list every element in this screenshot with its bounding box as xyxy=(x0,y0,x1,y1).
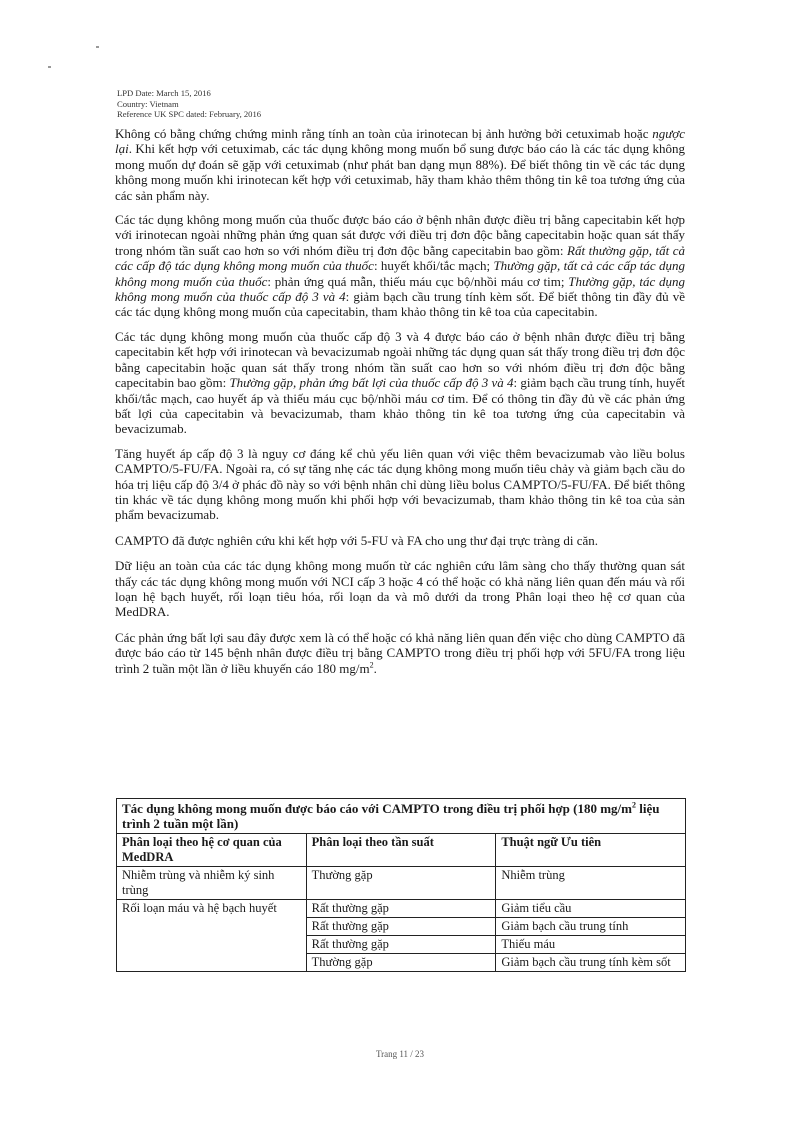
adverse-effects-table-wrapper xyxy=(116,798,686,972)
page-number: Trang 11 / 23 xyxy=(375,1049,425,1059)
paragraph-adverse-reactions: Các phản ứng bất lợi sau đây được xem là có thể hoặc có khả năng liên quan đến việc cho dùng CAMPTO đã được báo cáo từ 145 bệnh nhân được điều trị bằng CAMPTO trong điều trị phối hợp với 5FU/FA trong liệu trình 2 tuần một lần ở liều khuyến cáo 180 $mg/m^2$. xyxy=(115,629,685,676)
table-cell: Giảm bạch cầu trung tính xyxy=(496,918,686,936)
header-system-organ-class: Phân loại theo hệ cơ quan của MedDRA xyxy=(117,834,307,867)
scan-speck xyxy=(96,46,99,48)
table-cell: Rất thường gặp xyxy=(306,918,496,936)
table-cell: Nhiễm trùng xyxy=(496,867,686,900)
lpd-date: LPD Date: March 15, 2016 xyxy=(117,88,211,98)
country: Country: Vietnam xyxy=(117,98,179,109)
table-cell: Thiếu máu xyxy=(496,936,686,954)
table-header-row xyxy=(117,834,686,867)
table-cell: Nhiễm trùng và nhiễm ký sinh trùng xyxy=(117,867,307,900)
table-cell: Thường gặp xyxy=(306,867,496,900)
paragraph-safety-data: Dữ liệu an toàn của các tác dụng không mong muốn từ các nghiên cứu lâm sàng cho thấy thường quan sát thấy các tác dụng không mong muốn với NCI cấp 3 hoặc 4 có thể hoặc có khả năng liên quan đến máu và rối loạn hệ bạch huyết, rối loạn tiêu hóa, rối loạn da và mô dưới da trong Phân loại theo hệ cơ quan của MedDRA. xyxy=(115,558,685,620)
header-frequency: Phân loại theo tần suất xyxy=(306,834,496,867)
body-text xyxy=(115,126,685,685)
table-caption-row xyxy=(117,799,686,834)
table-cell: Rất thường gặp xyxy=(306,936,496,954)
paragraph-capecitabin-bevacizumab: Các tác dụng không mong muốn của thuốc cấp độ 3 và 4 được báo cáo ở bệnh nhân được điều trị bằng capecitabin kết hợp với irinotecan và bevacizumab ngoài những tác dụng quan sát thấy trong điều trị đơn độc bằng capecitabin hoặc quan sát thấy trong nhóm tần suất cao hơn so với nhóm điều trị đơn độc bằng capecitabin bao gồm: Thường gặp, phản ứng bất lợi của thuốc cấp độ 3 và 4: giảm bạch cầu trung tính, huyết khối/tắc mạch, cao huyết áp và thiếu máu cục bộ/nhồi máu cơ tim. Để có thông tin đầy đủ về các phản ứng bất lợi của capecitabin và bevacizumab, tham khảo thông tin kê toa tương ứng của capecitabin và bevacizumab. xyxy=(115,328,685,437)
reference-spc: Reference UK SPC dated: February, 2016 xyxy=(117,109,262,119)
paragraph-hypertension: Tăng huyết áp cấp độ 3 là nguy cơ đáng kể chủ yếu liên quan với việc thêm bevacizumab vào liều bolus CAMPTO/5-FU/FA. Ngoài ra, có sự tăng nhẹ các tác dụng không mong muốn tiêu chảy và giảm bạch cầu do hóa trị liệu cấp độ 3/4 ở phác đồ này so với bệnh nhân chỉ dùng liều bolus CAMPTO/5-FU/FA. Để biết thông tin khác về tác dụng không mong muốn khi phối hợp với bevacizumab, tham khảo thông tin kê toa của sản phẩm bevacizumab. xyxy=(115,445,685,523)
scan-speck xyxy=(48,66,51,68)
paragraph-capecitabin: Các tác dụng không mong muốn của thuốc được báo cáo ở bệnh nhân được điều trị bằng capecitabin kết hợp với irinotecan ngoài những phản ứng quan sát được với điều trị đơn độc bằng capecitabin hoặc quan sát thấy trong nhóm tần suất cao hơn so với nhóm điều trị đơn độc bằng capecitabin bao gồm: Rất thường gặp, tất cả các cấp độ tác dụng không mong muốn của thuốc: huyết khối/tắc mạch; Thường gặp, tất cả các cấp tác dụng không mong muốn của thuốc: phản ứng quá mẫn, thiếu máu cục bộ/nhồi máu cơ tim; Thường gặp, tác dụng không mong muốn của thuốc cấp độ 3 và 4: giảm bạch cầu trung tính kèm sốt. Để biết thông tin đầy đủ về các tác dụng không mong muốn của capecitabin, tham khảo thông tin kê toa của capecitabin. xyxy=(115,212,686,320)
table-cell: Giảm tiểu cầu xyxy=(496,900,686,918)
table-cell: Rất thường gặp xyxy=(306,900,496,918)
table-caption: Tác dụng không mong muốn được báo cáo với CAMPTO trong điều trị phối hợp (180 $mg/m^2$ liệu trình 2 tuần một lần) xyxy=(117,799,686,834)
adverse-effects-table xyxy=(116,798,686,972)
paragraph-cetuximab: Không có bằng chứng chứng minh rằng tính an toàn của irinotecan bị ảnh hưởng bởi cetuximab hoặc ngược lại. Khi kết hợp với cetuximab, các tác dụng không mong muốn bổ sung được báo cáo là các tác dụng không mong muốn dự đoán sẽ gặp với cetuximab (như phát ban dạng mụn 88%). Để biết thông tin về các tác dụng không mong muốn khi irinotecan kết hợp với cetuximab, hãy tham khảo thêm thông tin kê toa tương ứng của các sản phẩm này. xyxy=(115,126,685,203)
table-row xyxy=(117,900,686,918)
header-preferred-term: Thuật ngữ Ưu tiên xyxy=(496,834,686,867)
table-cell: Rối loạn máu và hệ bạch huyết xyxy=(117,900,307,972)
document-metadata xyxy=(117,88,261,120)
paragraph-campto-5fu: CAMPTO đã được nghiên cứu khi kết hợp với 5-FU và FA cho ung thư đại trực tràng di căn. xyxy=(115,532,599,548)
table-row xyxy=(117,867,686,900)
table-cell: Giảm bạch cầu trung tính kèm sốt xyxy=(496,954,686,972)
table-cell: Thường gặp xyxy=(306,954,496,972)
